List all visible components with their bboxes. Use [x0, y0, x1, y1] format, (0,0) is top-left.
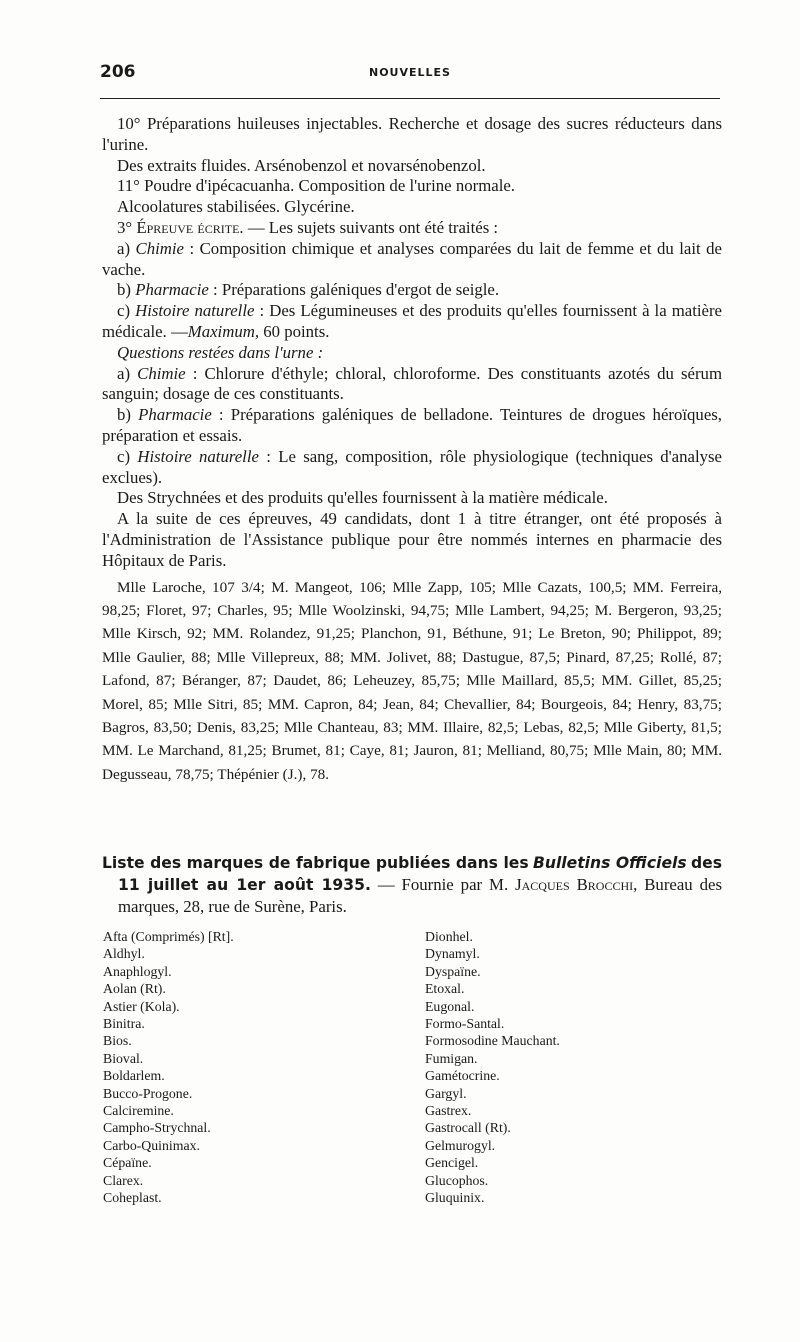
brand-item: Campho-Strychnal.: [103, 1120, 211, 1136]
brand-item: Bioval.: [103, 1050, 144, 1066]
written-subject-a: [102, 239, 722, 281]
page-number: 206: [100, 62, 136, 82]
brand-item: Glucophos.: [425, 1172, 489, 1188]
brand-item: Aolan (Rt).: [103, 981, 166, 997]
trademark-title-end: des 11 juillet au 1er août 1935.: [118, 854, 722, 894]
brand-item: Dynamyl.: [425, 946, 480, 962]
brand-item: Gargyl.: [425, 1085, 467, 1101]
subject-c-prefix: c): [117, 301, 136, 321]
subject-b-prefix: b): [117, 280, 136, 300]
brand-item: Formosodine Mauchant.: [425, 1033, 560, 1049]
brand-item: Coheplast.: [103, 1190, 162, 1206]
brand-item: Binitra.: [103, 1016, 145, 1032]
brand-item: Dionhel.: [425, 929, 473, 944]
candidate-results: [102, 576, 722, 787]
brand-item: Cépaïne.: [103, 1155, 152, 1171]
brand-list-left: [103, 928, 234, 1207]
exam-section: [102, 114, 722, 786]
question-b-text: : Préparations galéniques de belladone. Teintures de drogues héroïques, préparation et essais.: [102, 405, 722, 445]
brand-item: Aldhyl.: [103, 946, 145, 962]
brand-list-right: [425, 928, 560, 1207]
question-b-name: Pharmacie: [138, 405, 212, 425]
subject-b-name: Pharmacie: [135, 280, 209, 300]
oral-line-1: 10° Préparations huileuses injectables. Recherche et dosage des sucres réducteurs dans l'urine.: [102, 114, 722, 154]
trademark-title-start: Liste des marques de fabrique publiées dans les: [102, 854, 529, 872]
written-label: Épreuve écrite.: [136, 217, 244, 237]
subject-a-text: : Composition chimique et analyses comparées du lait de femme et du lait de vache.: [102, 238, 722, 279]
brand-item: Carbo-Quinimax.: [103, 1137, 200, 1153]
trademark-heading: [102, 852, 722, 917]
subject-c-points: 60 points.: [259, 321, 330, 341]
question-d: Des Strychnées et des produits qu'elles fournissent à la matière médicale.: [117, 488, 608, 508]
brand-item: Bucco-Progone.: [103, 1085, 193, 1101]
oral-line-4: Alcoolatures stabilisées. Glycérine.: [117, 197, 355, 217]
oral-line-2: Des extraits fluides. Arsénobenzol et novarsénobenzol.: [117, 155, 486, 175]
brand-item: Gluquinix.: [425, 1190, 485, 1206]
question-c-text: : Le sang, composition, rôle physiologique (techniques d'analyse exclues).: [102, 446, 723, 487]
bulletins-title: Bulletins Officiels: [532, 854, 687, 872]
header-rule: [100, 98, 720, 99]
brand-item: Calciremine.: [103, 1103, 174, 1119]
running-head: NOUVELLES: [369, 66, 451, 79]
subject-c-name: Histoire naturelle: [135, 301, 255, 321]
trademark-person: Jacques Brocchi,: [515, 875, 638, 894]
results-list: Mlle Laroche, 107 3/4; M. Mangeot, 106; Mlle Zapp, 105; Mlle Cazats, 100,5; MM. Ferreira, 98,25; Floret, 97; Charles, 95; Mlle Woolzinski, 94,75; Mlle Lambert, 94,25; M. Bergeron, 93,25; Mlle Kirsch, 92; MM. Rolandez, 91,25; Planchon, 91, Béthune, 91; Le Breton, 90; Philippot, 89; Mlle Gaulier, 88; Mlle Villepreux, 88; MM. Jolivet, 88; Dastugue, 87,5; Pinard, 87,25; Rollé, 87; Lafond, 87; Béranger, 87; Daudet, 86; Leheuzey, 85,75; Mlle Maillard, 85,5; MM. Gillet, 85,25; Morel, 85; Mlle Sitri, 85; MM. Capron, 84; Jean, 84; Chevallier, 84; Bourgeois, 84; Henry, 83,75; Bagros, 83,50; Denis, 83,25; Mlle Chanteau, 83; MM. Illaire, 82,5; Lebas, 82,5; Mlle Giberty, 81,5; MM. Le Marchand, 81,25; Brumet, 81; Caye, 81; Jauron, 81; Melliand, 80,75; Mlle Main, 80; MM. Degusseau, 78,75; Thépénier (J.), 78.: [102, 578, 722, 783]
written-subject-c: [102, 301, 722, 343]
trademark-source-prefix: — Fournie par M.: [370, 875, 509, 894]
subject-a-prefix: a): [117, 238, 136, 258]
brand-item: Anaphlogyl.: [103, 963, 172, 979]
oral-line-3: 11° Poudre d'ipécacuanha. Composition de l'urine normale.: [117, 176, 516, 196]
brand-item: Gastrocall (Rt).: [425, 1120, 511, 1136]
question-a-text: : Chlorure d'éthyle; chloral, chloroforme. Des constituants azotés du sérum sanguin; dosage de ces constituants.: [102, 363, 723, 404]
question-c-name: Histoire naturelle: [137, 446, 259, 466]
subject-c-text: : Des Légumineuses et des produits qu'elles fournissent à la matière médicale. —: [102, 301, 723, 341]
brand-item: Clarex.: [103, 1172, 144, 1188]
subject-a-name: Chimie: [135, 238, 184, 258]
question-b: [102, 405, 722, 447]
brand-item: Gencigel.: [425, 1155, 479, 1171]
brand-item: Fumigan.: [425, 1050, 478, 1066]
brand-item: Boldarlem.: [103, 1068, 165, 1084]
brand-item: Gelmurogyl.: [425, 1137, 496, 1153]
subject-c-maximum: Maximum,: [187, 321, 260, 341]
question-a-name: Chimie: [137, 363, 186, 383]
brand-item: Gamétocrine.: [425, 1068, 500, 1084]
brand-item: Eugonal.: [425, 998, 475, 1014]
written-subject-b: [102, 280, 722, 301]
brand-item: Formo-Santal.: [425, 1016, 505, 1032]
question-a: [102, 364, 722, 406]
brand-item: Bios.: [103, 1033, 132, 1049]
brand-item: Astier (Kola).: [103, 998, 180, 1014]
page-header: [100, 62, 720, 88]
question-c: [102, 447, 722, 489]
brand-item: Etoxal.: [425, 981, 465, 997]
subject-b-text: : Préparations galéniques d'ergot de seigle.: [208, 280, 500, 300]
brand-item: Gastrex.: [425, 1103, 472, 1119]
questions-heading: Questions restées dans l'urne :: [117, 342, 324, 362]
brand-item: Dyspaïne.: [425, 963, 481, 979]
question-b-prefix: b): [117, 405, 139, 425]
question-a-prefix: a): [117, 363, 138, 383]
question-c-prefix: c): [117, 446, 138, 466]
brand-item: Afta (Comprimés) [Rt].: [103, 929, 234, 944]
exam-summary: A la suite de ces épreuves, 49 candidats, dont 1 à titre étranger, ont été proposés à l'Administration de l'Assistance publique pour être nommés internes en pharmacie des Hôpitaux de Paris.: [102, 509, 722, 570]
written-intro-text: — Les sujets suivants ont été traités :: [243, 217, 499, 237]
written-exam-intro: [102, 218, 722, 239]
written-num: 3°: [117, 217, 133, 237]
trademark-source-rest: Bureau des marques, 28, rue de Surène, Paris.: [118, 875, 723, 916]
